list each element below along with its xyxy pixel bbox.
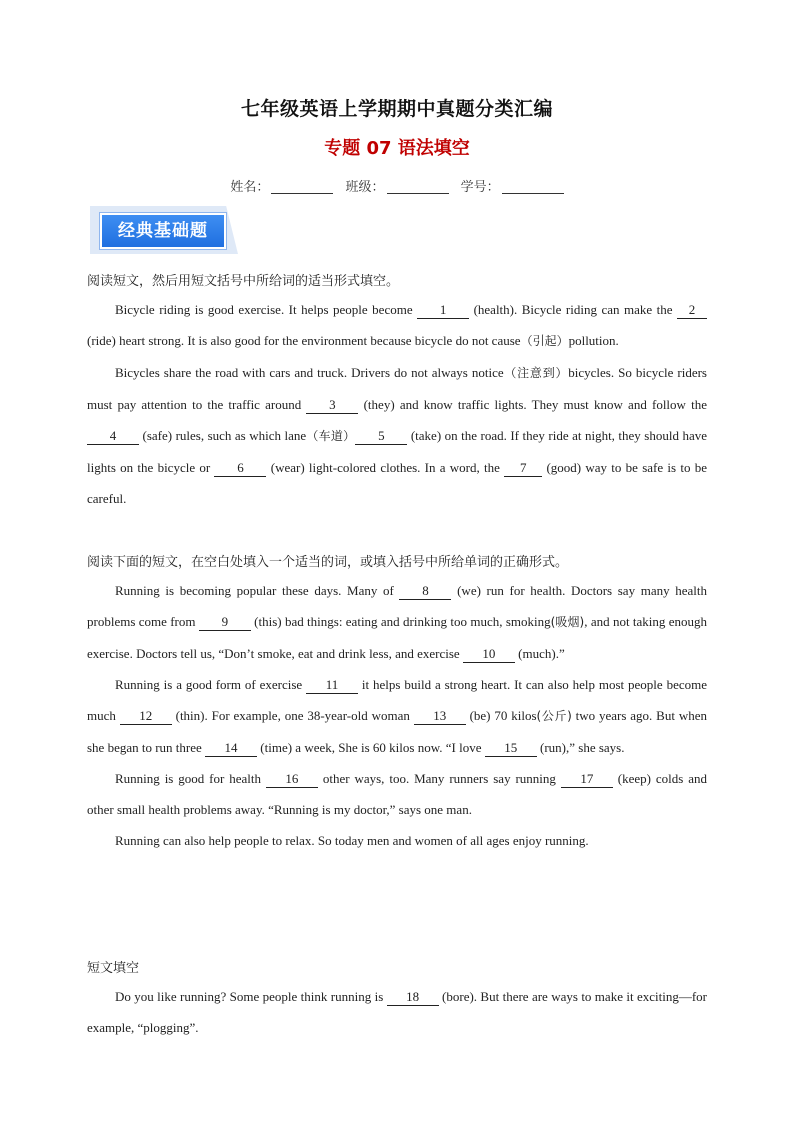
blank-15: 15 xyxy=(485,740,537,757)
text-run: (safe) rules, such as which lane xyxy=(139,428,307,443)
text-run: Bicycles share the road with cars and truck. Drivers do not always notice xyxy=(115,365,504,380)
text-run: , and not taking enough exercise. Doctors tell us, “Don’t smoke, eat and drink less, and exercise xyxy=(87,614,708,661)
text-run: (time) a week, She is 60 kilos now. “I love xyxy=(257,740,485,755)
section2-paragraph-2 xyxy=(87,669,707,763)
blank-11: 11 xyxy=(306,677,358,694)
text-run: Running is a good form of exercise xyxy=(115,677,307,692)
blank-1: 1 xyxy=(417,302,469,319)
section3-paragraph-1 xyxy=(87,981,707,1043)
section1-paragraph-2 xyxy=(87,357,707,514)
text-run: (we) run for health. Doctors say many health problems come from xyxy=(87,583,707,629)
blank-4: 4 xyxy=(87,428,139,445)
blank-12: 12 xyxy=(120,708,172,725)
blank-14: 14 xyxy=(205,740,257,757)
class-label: 班级： xyxy=(345,180,385,195)
section2-paragraph-1 xyxy=(87,575,707,669)
text-run: it helps build a strong heart. It can also help most people become much xyxy=(87,677,707,723)
blank-5: 5 xyxy=(355,428,407,445)
section1-instruction: 阅读短文，然后用短文括号中所给词的适当形式填空。 xyxy=(87,274,400,289)
blank-6: 6 xyxy=(214,460,266,477)
text-run: bicycles. So bicycle riders must pay attention to the traffic around xyxy=(87,365,707,412)
text-run: (thin). For example, one 38-year-old woman xyxy=(171,708,414,723)
id-label: 学号： xyxy=(460,180,500,195)
text-run: (be) 70 kilos xyxy=(465,708,537,723)
text-run: pollution. xyxy=(568,333,619,348)
blank-3: 3 xyxy=(306,397,358,414)
text-run: (keep) colds and other small health problems away. “Running is my doctor,” says one man. xyxy=(87,771,707,817)
blank-8: 8 xyxy=(399,583,451,600)
text-run: (ride) heart strong. It is also good for the environment because bicycle do not cause xyxy=(87,333,521,348)
blank-13: 13 xyxy=(414,708,466,725)
text-run: (run),” she says. xyxy=(536,740,625,755)
blank-2: 2 xyxy=(677,302,707,319)
text-run: (take) on the road. If they ride at night, they should have lights on the bicycle or xyxy=(87,428,707,475)
blank-9: 9 xyxy=(199,614,251,631)
name-field xyxy=(230,176,333,195)
name-label: 姓名： xyxy=(230,180,270,195)
text-run: Running is becoming popular these days. Many of xyxy=(115,583,400,598)
document-title: 七年级英语上学期期中真题分类汇编 xyxy=(240,98,553,120)
section3-instruction: 短文填空 xyxy=(87,961,140,976)
name-blank xyxy=(271,179,333,194)
text-run-cn: （注意到） xyxy=(503,366,569,380)
section3-passage xyxy=(87,981,707,1043)
text-run: (good) way to be safe is to be careful. xyxy=(87,460,707,506)
badge-label: 经典基础题 xyxy=(100,213,226,249)
id-blank xyxy=(502,179,564,194)
text-run-cn: (公斤) xyxy=(536,709,572,723)
id-field xyxy=(461,176,564,195)
class-field xyxy=(345,176,448,195)
text-run: (bore). But there are ways to make it exciting—for example, “plogging”. xyxy=(87,989,707,1035)
section-badge xyxy=(90,206,238,254)
text-run: Running is good for health xyxy=(115,771,266,786)
text-run-cn: (吸烟) xyxy=(550,615,585,629)
text-run: Do you like running? Some people think running is xyxy=(115,989,387,1004)
section2-paragraph-3 xyxy=(87,763,707,825)
text-run-cn: （车道） xyxy=(306,429,356,443)
section1-passage xyxy=(87,294,707,514)
text-run: (wear) light-colored clothes. In a word, the xyxy=(266,460,505,475)
student-info-line xyxy=(0,176,794,195)
class-blank xyxy=(387,179,449,194)
blank-17: 17 xyxy=(561,771,613,788)
blank-18: 18 xyxy=(387,989,439,1006)
blank-16: 16 xyxy=(266,771,318,788)
text-run: other ways, too. Many runners say running xyxy=(317,771,561,786)
text-run: (much).” xyxy=(514,646,565,661)
section1-paragraph-1 xyxy=(87,294,707,357)
document-subtitle: 专题 07 语法填空 xyxy=(324,138,470,159)
section2-passage xyxy=(87,575,707,856)
text-run: (health). Bicycle riding can make the xyxy=(469,302,677,317)
section2-paragraph-4: Running can also help people to relax. So today men and women of all ages enjoy running. xyxy=(115,833,589,848)
blank-10: 10 xyxy=(463,646,515,663)
text-run: two years ago. But when she began to run three xyxy=(87,708,707,755)
blank-7: 7 xyxy=(504,460,542,477)
section2-instruction: 阅读下面的短文，在空白处填入一个适当的词，或填入括号中所给单词的正确形式。 xyxy=(87,555,569,570)
text-run-cn: （引起） xyxy=(520,334,569,348)
text-run: Bicycle riding is good exercise. It helps people become xyxy=(115,302,418,317)
text-run: (this) bad things: eating and drinking too much, smoking xyxy=(250,614,551,629)
text-run: (they) and know traffic lights. They must know and follow the xyxy=(358,397,707,412)
